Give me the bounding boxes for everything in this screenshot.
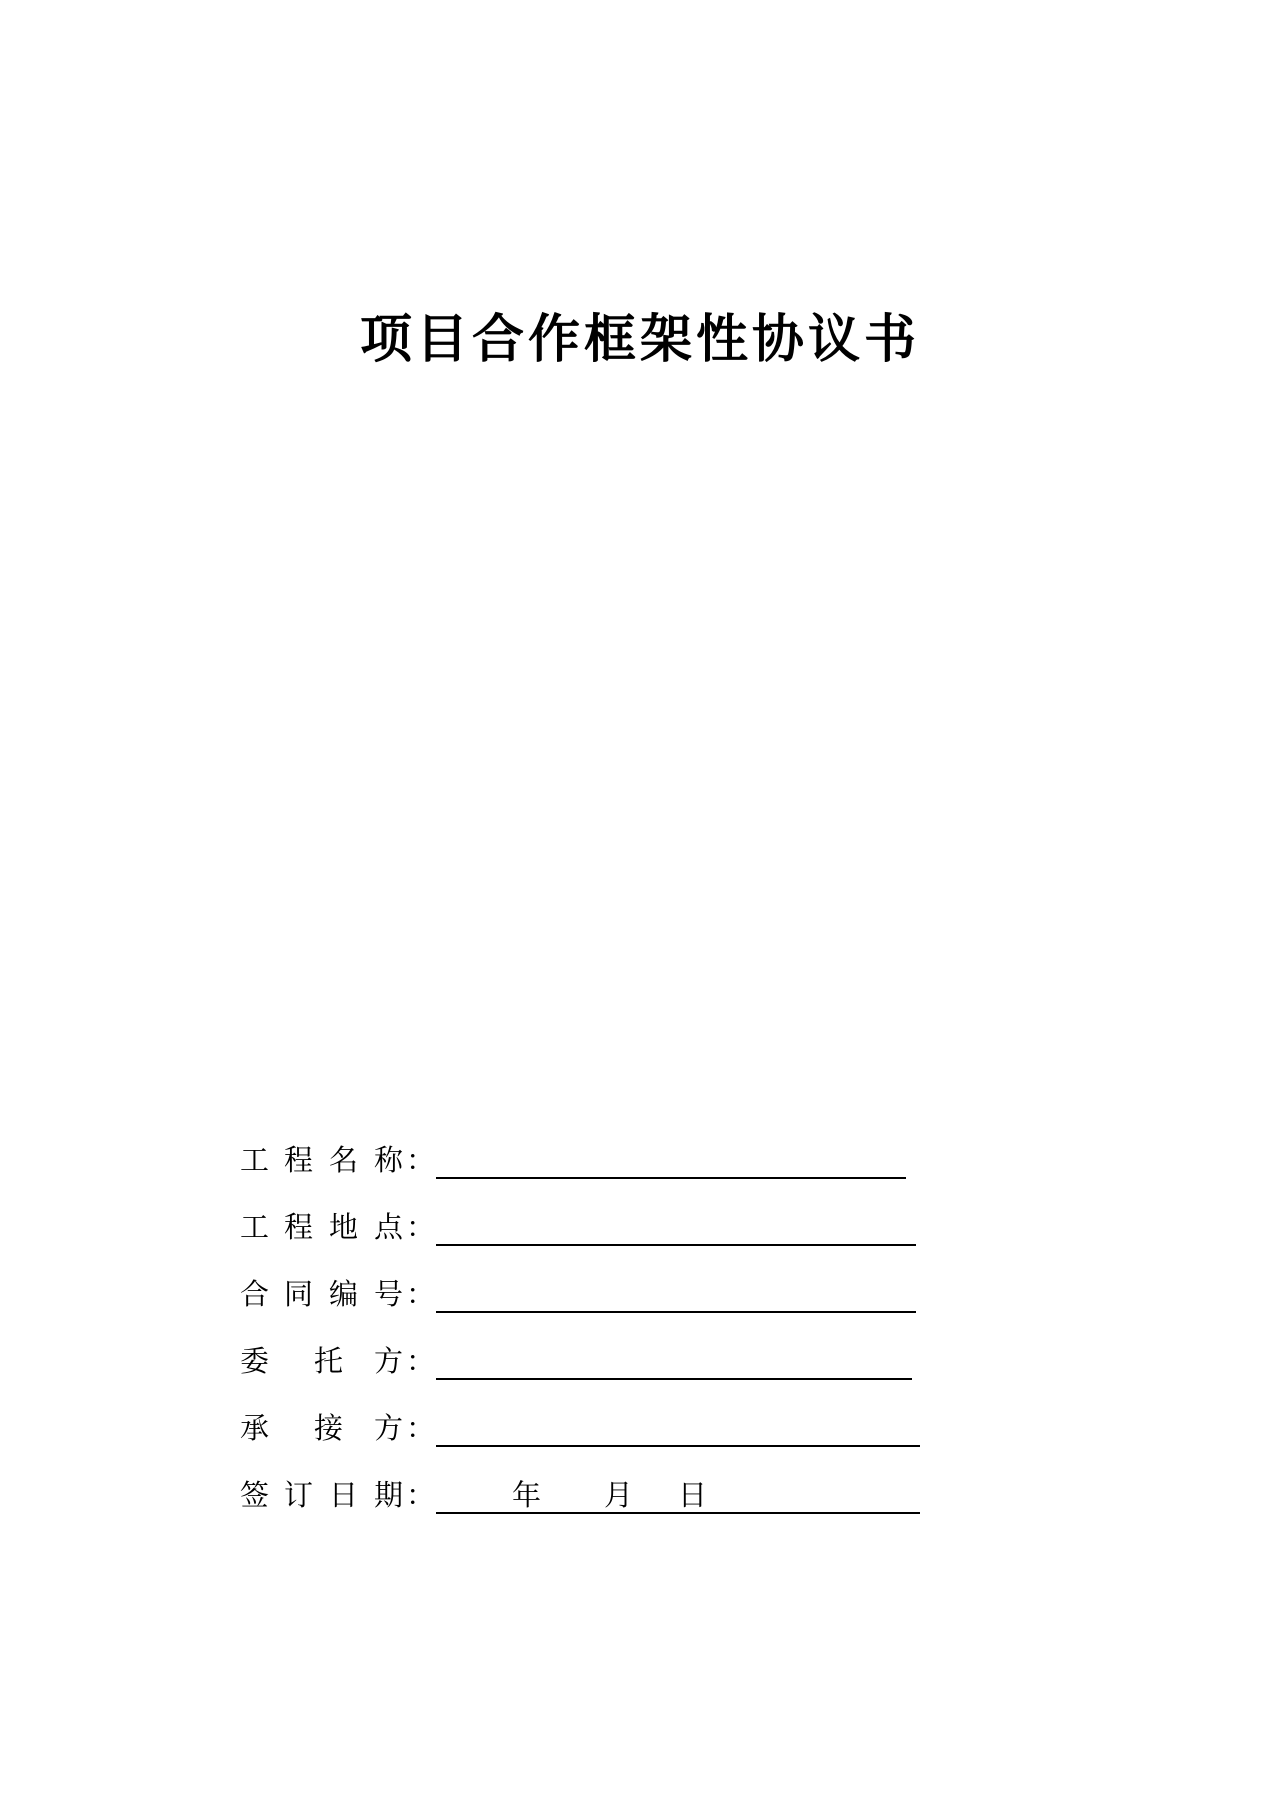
field-label-contract-number: 合 同 编 号 ：	[240, 1277, 436, 1311]
contract-number-blank[interactable]	[436, 1311, 916, 1313]
date-year-unit: 年	[512, 1478, 542, 1512]
date-day-unit: 日	[678, 1478, 708, 1512]
field-label-contractor: 承 接 方 ：	[240, 1411, 436, 1445]
project-name-blank[interactable]	[436, 1177, 906, 1179]
field-label-signing-date: 签 订 日 期 ：	[240, 1478, 436, 1512]
field-label-project-location: 工 程 地 点 ：	[240, 1210, 436, 1244]
client-blank[interactable]	[436, 1378, 912, 1380]
document-title: 项目合作框架性协议书	[359, 309, 920, 370]
field-label-client: 委 托 方 ：	[240, 1344, 436, 1378]
contractor-blank[interactable]	[436, 1445, 920, 1447]
date-month-unit: 月	[604, 1478, 634, 1512]
field-label-project-name: 工 程 名 称 ：	[240, 1143, 436, 1177]
project-location-blank[interactable]	[436, 1244, 916, 1246]
